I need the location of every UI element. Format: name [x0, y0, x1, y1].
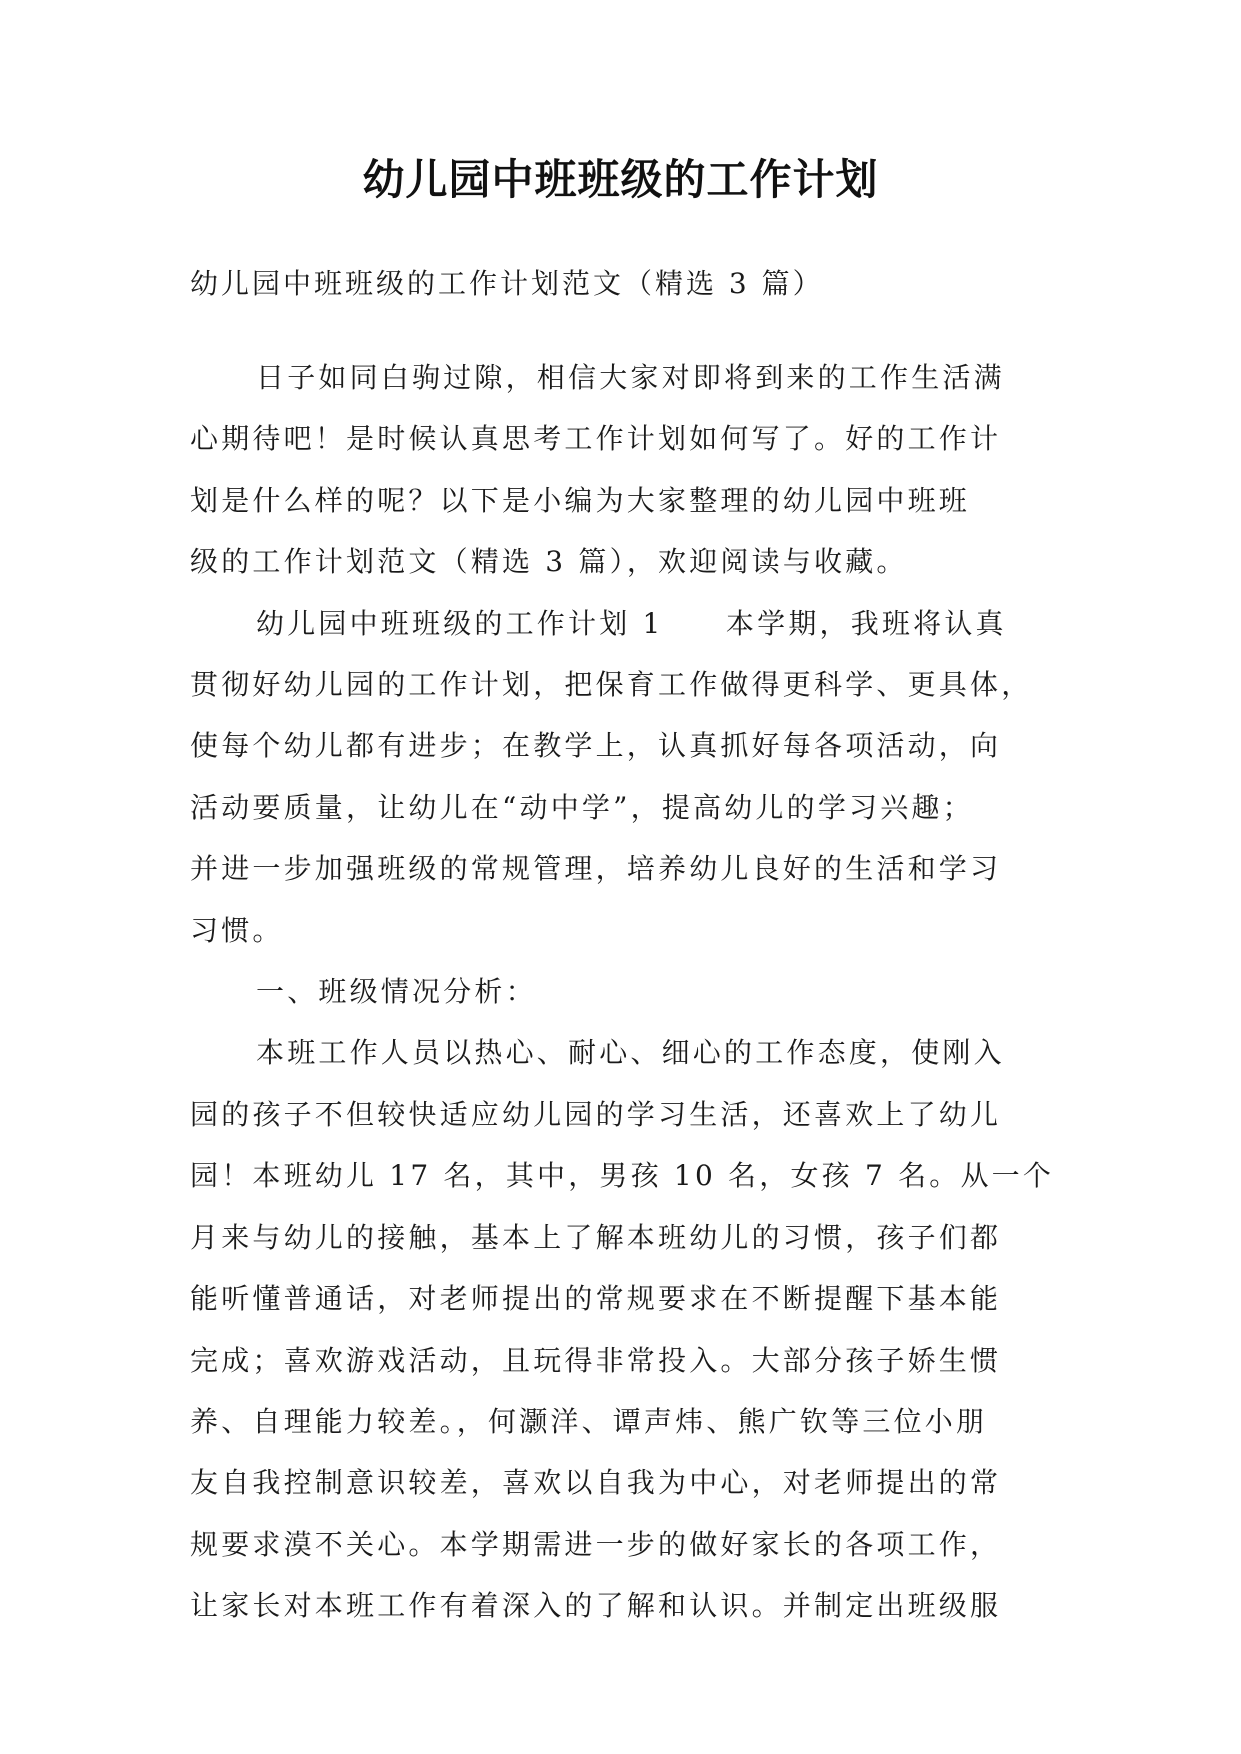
section-heading: 一、班级情况分析： [256, 975, 537, 1009]
paragraph-line: 让家长对本班工作有着深入的了解和认识。并制定出班级服 [190, 1589, 1002, 1623]
paragraph-line: 习惯。 [190, 913, 284, 947]
paragraph-line: 并进一步加强班级的常规管理，培养幼儿良好的生活和学习 [190, 852, 1002, 886]
paragraph-line: 能听懂普通话，对老师提出的常规要求在不断提醒下基本能 [190, 1282, 1002, 1316]
paragraph-line: 活动要质量，让幼儿在“动中学”，提高幼儿的学习兴趣； [190, 790, 974, 824]
paragraph-line: 使每个幼儿都有进步；在教学上，认真抓好每各项活动，向 [190, 729, 1002, 763]
paragraph-line: 心期待吧！是时候认真思考工作计划如何写了。好的工作计 [190, 422, 1002, 456]
paragraph-line: 级的工作计划范文（精选 3 篇），欢迎阅读与收藏。 [190, 545, 908, 579]
paragraph-line: 完成；喜欢游戏活动，且玩得非常投入。大部分孩子娇生惯 [190, 1343, 1002, 1377]
paragraph-line: 本班工作人员以热心、耐心、细心的工作态度，使刚入 [256, 1036, 1005, 1070]
paragraph-line: 贯彻好幼儿园的工作计划，把保育工作做得更科学、更具体， [190, 668, 1033, 702]
document-body [190, 347, 1055, 1637]
paragraph-line: 划是什么样的呢？以下是小编为大家整理的幼儿园中班班 [190, 483, 971, 517]
paragraph-line: 日子如同白驹过隙，相信大家对即将到来的工作生活满 [256, 361, 1005, 394]
document-title: 幼儿园中班班级的工作计划 [362, 155, 879, 204]
paragraph-line: 规要求漠不关心。本学期需进一步的做好家长的各项工作， [190, 1527, 1002, 1561]
paragraph-line: 园！本班幼儿 17 名，其中，男孩 10 名，女孩 7 名。从一个 [190, 1159, 1055, 1193]
paragraph-line: 月来与幼儿的接触，基本上了解本班幼儿的习惯，孩子们都 [190, 1220, 1002, 1254]
paragraph-line: 养、自理能力较差。，何灏洋、谭声炜、熊广钦等三位小朋 [190, 1404, 988, 1438]
document-subtitle: 幼儿园中班班级的工作计划范文（精选 3 篇） [190, 267, 824, 300]
paragraph-line: 园的孩子不但较快适应幼儿园的学习生活，还喜欢上了幼儿 [190, 1097, 1002, 1131]
paragraph-line: 友自我控制意识较差，喜欢以自我为中心，对老师提出的常 [190, 1466, 1002, 1500]
paragraph-line: 幼儿园中班班级的工作计划 1 本学期，我班将认真 [256, 606, 1007, 640]
